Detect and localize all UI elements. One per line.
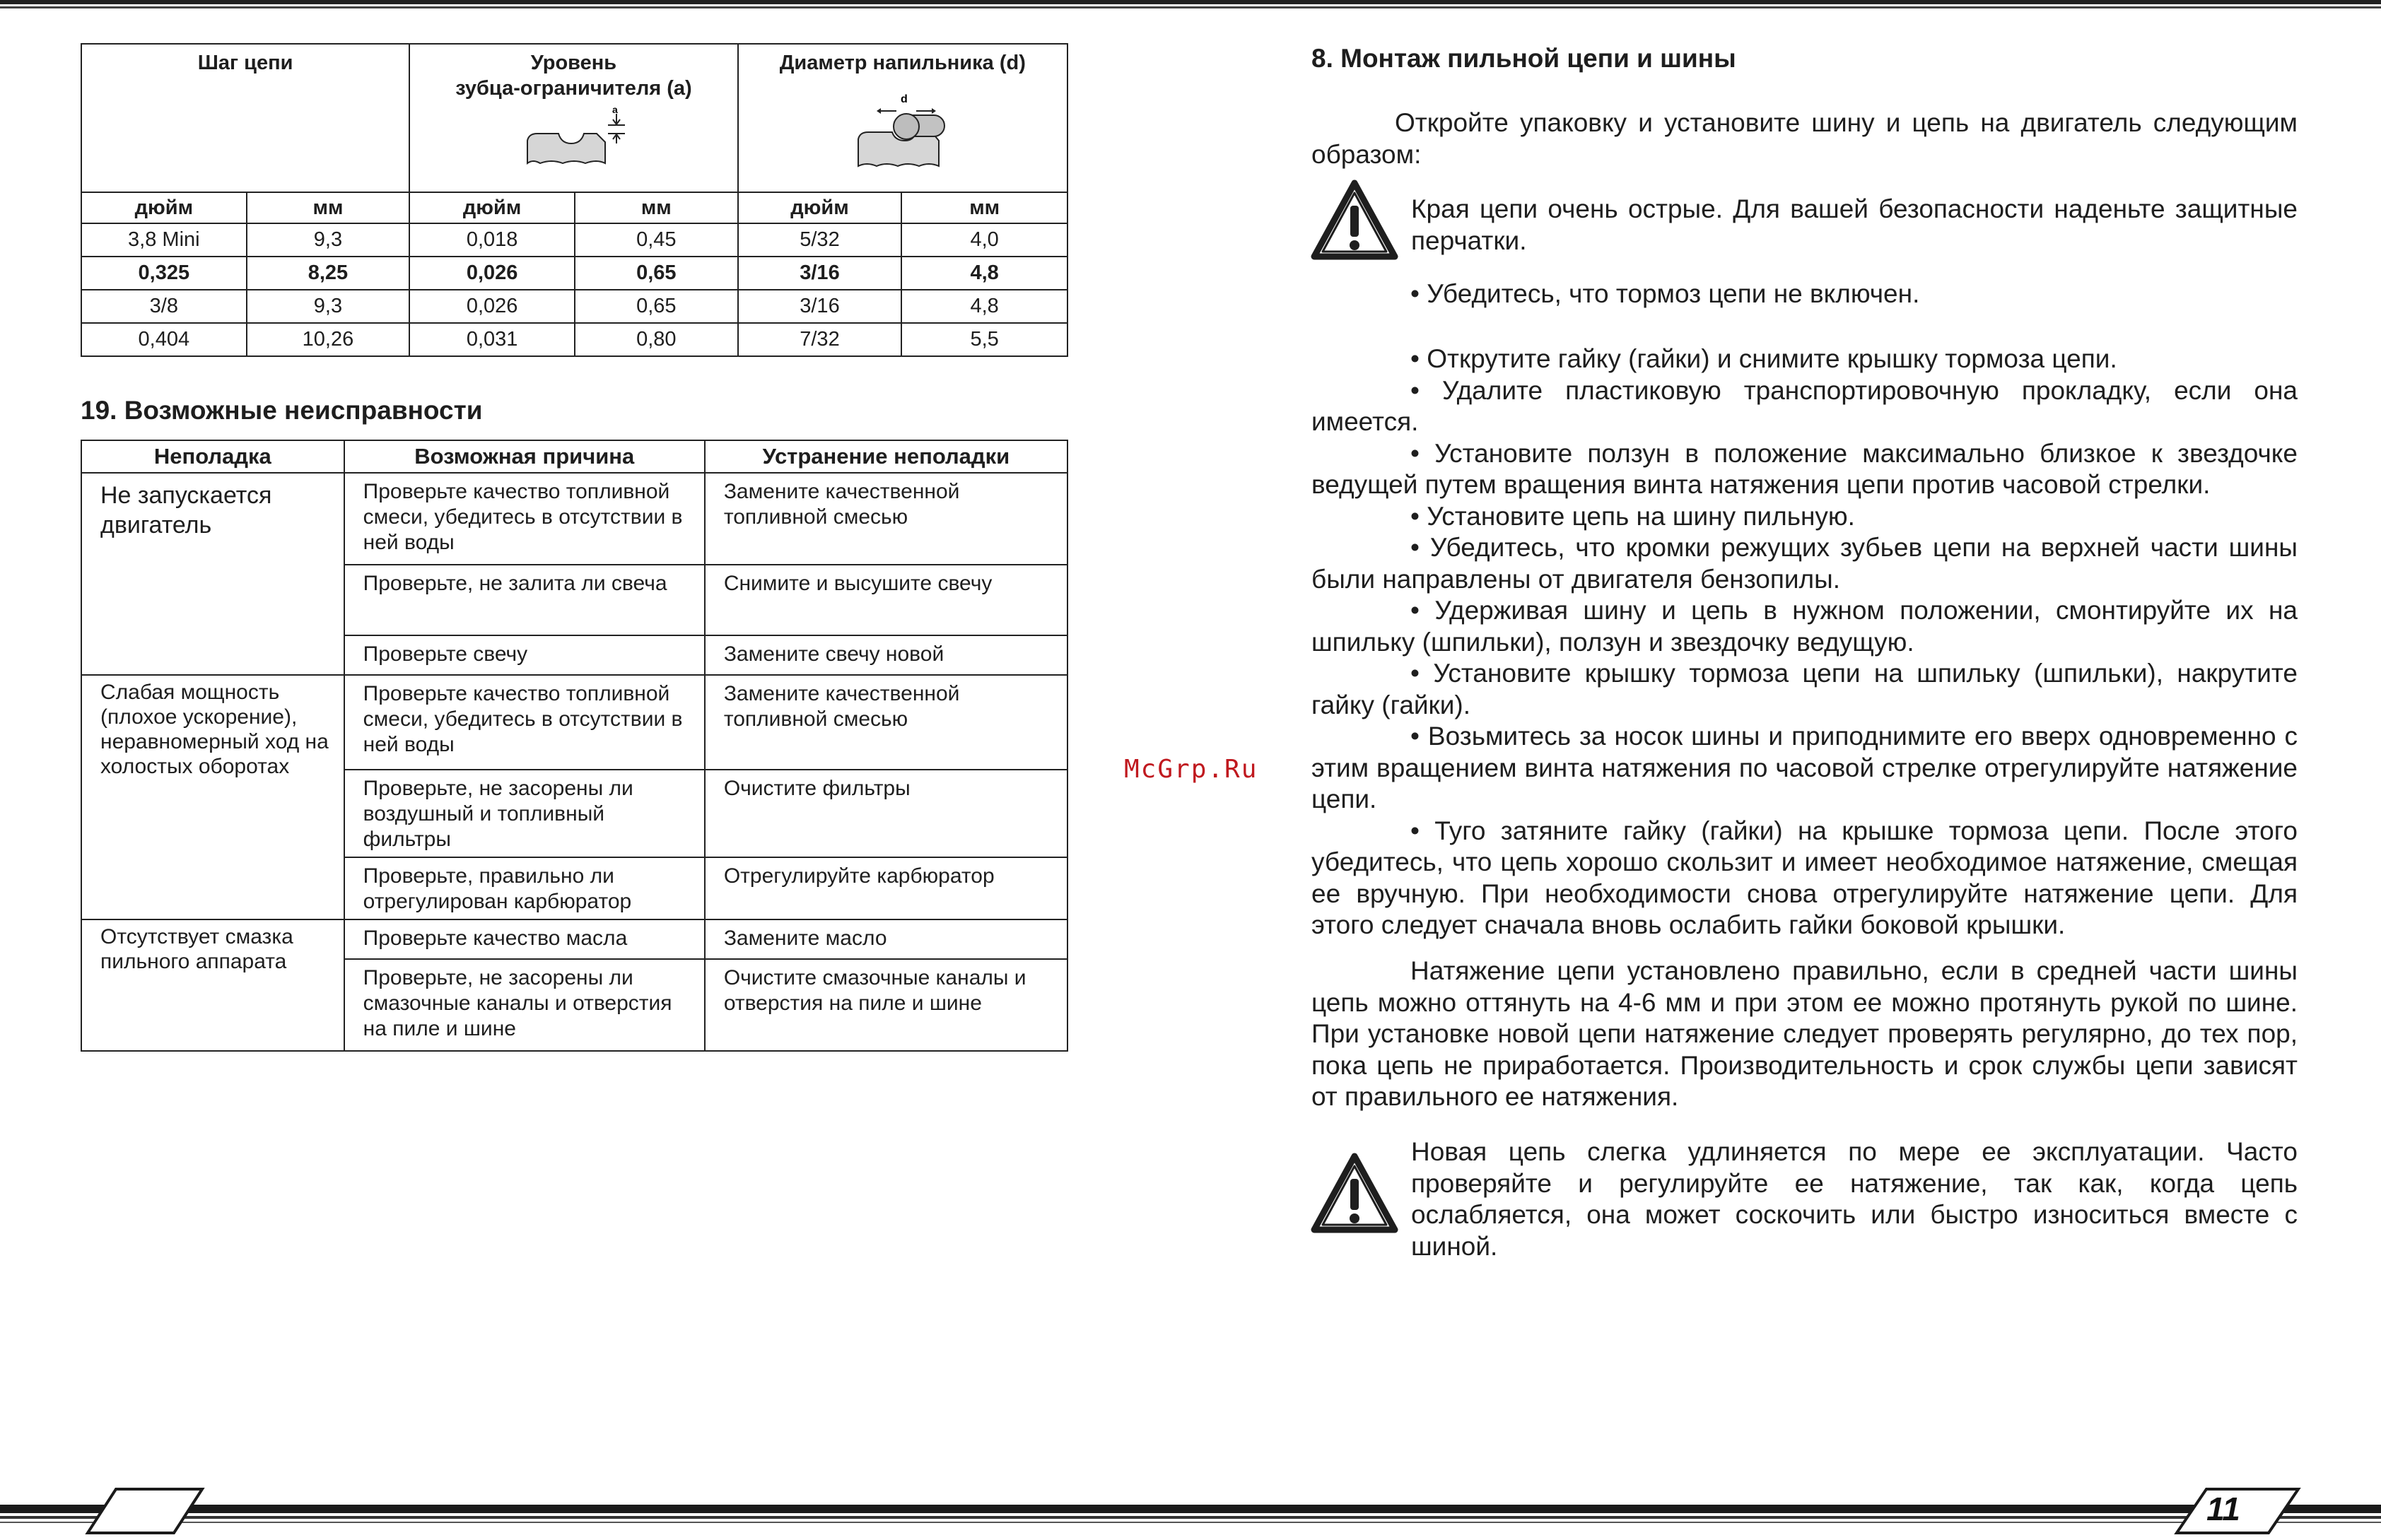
file-diameter-label: d xyxy=(900,93,908,105)
table-row: 3,8 Mini 9,3 0,018 0,45 5/32 4,0 xyxy=(81,223,1067,257)
list-item: • Установите крышку тормоза цепи на шпильку (шпильки), накрутите гайку (гайки). xyxy=(1311,659,2298,719)
table-row: Проверьте, не засорены ли воздушный и топливный фильтры Очистите фильтры xyxy=(81,770,1067,857)
spec-header-pitch: Шаг цепи xyxy=(81,44,409,192)
table-row: Отсутствует смазка пильного аппарата Проверьте качество масла Замените масло xyxy=(81,919,1067,959)
fault-cell: Отсутствует смазка пильного аппарата xyxy=(81,919,344,1051)
instruction-list xyxy=(1311,343,2298,941)
warning-icon xyxy=(1310,179,1399,261)
col-header-fault: Неполадка xyxy=(81,440,344,473)
table-row: Слабая мощность (плохое ускорение), неравномерный ход на холостых оборотах Проверьте качество топливной смеси, убедитесь в отсутствии в ней воды Замените качественной топливной смесью xyxy=(81,675,1067,770)
depth-gauge-diagram xyxy=(513,107,633,177)
bottom-border xyxy=(0,1488,2381,1537)
unit-inch: дюйм xyxy=(81,192,247,223)
table-row: 0,325 8,25 0,026 0,65 3/16 4,8 xyxy=(81,257,1067,290)
list-item: • Возьмитесь за носок шины и приподнимите его вверх одновременно с этим вращением винта натяжения по часовой стрелке отрегулируйте натяжение цепи. xyxy=(1311,722,2298,813)
list-item: • Открутите гайку (гайки) и снимите крышку тормоза цепи. xyxy=(1410,344,2117,373)
warning-icon xyxy=(1310,1152,1399,1234)
table-row: 3/8 9,3 0,026 0,65 3/16 4,8 xyxy=(81,290,1067,323)
spec-header-file-diameter: Диаметр напильника (d) d xyxy=(738,44,1067,192)
tension-paragraph: Натяжение цепи установлено правильно, если в средней части шины цепь можно оттянуть на 4-6 мм и при этом ее можно протянуть рукой по шине. При установке новой цепи натяжение следует проверять регулярно, до тех пор, пока цепь не приработается. Производительность и срок службы цепи зависят от правильного ее натяжения. xyxy=(1311,956,2298,1111)
list-item: • Установите ползун в положение максимально близкое к звездочке ведущей путем вращения винта натяжения цепи против часовой стрелки. xyxy=(1311,438,2298,499)
troubleshooting-title: 19. Возможные неисправности xyxy=(81,396,483,425)
fault-cell: Слабая мощность (плохое ускорение), неравномерный ход на холостых оборотах xyxy=(81,675,344,919)
watermark: McGrp.Ru xyxy=(1124,755,1258,784)
list-item: • Убедитесь, что кромки режущих зубьев цепи на верхней части шины были направлены от двигателя бензопилы. xyxy=(1311,533,2298,594)
troubleshooting-table xyxy=(81,440,1068,1052)
table-row: Проверьте, правильно ли отрегулирован карбюратор Отрегулируйте карбюратор xyxy=(81,857,1067,919)
page-number: 11 xyxy=(2206,1491,2240,1527)
chain-spec-table xyxy=(81,43,1068,357)
corner-parallelogram-left xyxy=(85,1486,205,1536)
top-border xyxy=(0,0,2381,11)
list-item: • Удалите пластиковую транспортировочную прокладку, если она имеется. xyxy=(1311,375,2298,436)
fault-cell: Не запускается двигатель xyxy=(81,473,344,675)
list-item: • Удерживая шину и цепь в нужном положении, смонтируйте их на шпильку (шпильки), ползун и звездочку ведущую. xyxy=(1311,596,2298,657)
file-diameter-diagram xyxy=(843,83,963,175)
mounting-title: 8. Монтаж пильной цепи и шины xyxy=(1311,44,1736,73)
unit-mm: мм xyxy=(247,192,410,223)
warning-gloves-text: Края цепи очень острые. Для вашей безопасности наденьте защитные перчатки. xyxy=(1411,194,2298,255)
intro-paragraph: Откройте упаковку и установите шину и цепь на двигатель следующим образом: xyxy=(1311,108,2298,169)
warning-new-chain-text: Новая цепь слегка удлиняется по мере ее эксплуатации. Часто проверяйте и регулируйте ее натяжение, так как, когда цепь ослабляется, она может соскочить или быстро износиться вместе с шиной. xyxy=(1411,1137,2298,1261)
table-row: Проверьте, не засорены ли смазочные каналы и отверстия на пиле и шине Очистите смазочные каналы и отверстия на пиле и шине xyxy=(81,959,1067,1051)
col-header-cause: Возможная причина xyxy=(344,440,705,473)
unit-mm: мм xyxy=(901,192,1067,223)
unit-inch: дюйм xyxy=(409,192,575,223)
table-row: Не запускается двигатель Проверьте качество топливной смеси, убедитесь в отсутствии в ней воды Замените качественной топливной смесью xyxy=(81,473,1067,565)
table-row: Проверьте, не залита ли свеча Снимите и высушите свечу xyxy=(81,565,1067,635)
depth-gauge-label: a xyxy=(612,107,619,115)
list-item: • Убедитесь, что тормоз цепи не включен. xyxy=(1410,279,1920,308)
spec-header-depth-gauge: Уровень зубца-ограничителя (a) a xyxy=(409,44,737,192)
unit-inch: дюйм xyxy=(738,192,902,223)
table-row: Проверьте свечу Замените свечу новой xyxy=(81,635,1067,675)
col-header-remedy: Устранение неполадки xyxy=(705,440,1067,473)
unit-mm: мм xyxy=(575,192,738,223)
list-item: • Установите цепь на шину пильную. xyxy=(1410,501,1855,531)
list-item: • Туго затяните гайку (гайки) на крышке тормоза цепи. После этого убедитесь, что цепь хорошо скользит и имеет необходимое натяжение, смещая ее вручную. При необходимости снова отрегулируйте натяжение цепи. Для этого следует сначала вновь ослабить гайки боковой крышки. xyxy=(1311,816,2298,939)
table-row: 0,404 10,26 0,031 0,80 7/32 5,5 xyxy=(81,323,1067,356)
